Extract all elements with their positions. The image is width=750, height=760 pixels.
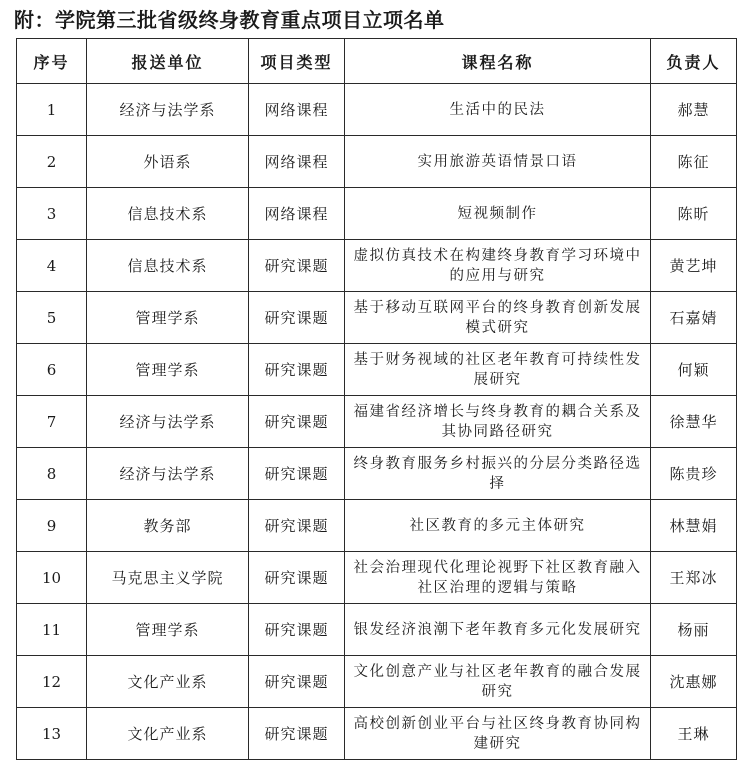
cell-submitting-unit: 信息技术系 xyxy=(87,240,249,292)
table-row xyxy=(17,240,737,292)
cell-serial-number: 1 xyxy=(17,84,87,136)
table-row xyxy=(17,188,737,240)
table-header xyxy=(17,39,737,84)
cell-person-in-charge: 王郑冰 xyxy=(651,552,737,604)
document-title: 附：学院第三批省级终身教育重点项目立项名单 xyxy=(14,8,445,32)
cell-submitting-unit: 经济与法学系 xyxy=(87,396,249,448)
cell-person-in-charge: 郝慧 xyxy=(651,84,737,136)
cell-project-type: 研究课题 xyxy=(249,396,345,448)
table-row xyxy=(17,708,737,760)
cell-submitting-unit: 外语系 xyxy=(87,136,249,188)
cell-course-name: 福建省经济增长与终身教育的耦合关系及其协同路径研究 xyxy=(345,396,651,448)
cell-submitting-unit: 教务部 xyxy=(87,500,249,552)
cell-serial-number: 2 xyxy=(17,136,87,188)
cell-person-in-charge: 杨丽 xyxy=(651,604,737,656)
cell-course-name: 基于财务视域的社区老年教育可持续性发展研究 xyxy=(345,344,651,396)
cell-course-name: 社会治理现代化理论视野下社区教育融入社区治理的逻辑与策略 xyxy=(345,552,651,604)
cell-submitting-unit: 管理学系 xyxy=(87,344,249,396)
cell-course-name: 虚拟仿真技术在构建终身教育学习环境中的应用与研究 xyxy=(345,240,651,292)
cell-person-in-charge: 何颖 xyxy=(651,344,737,396)
cell-course-name: 银发经济浪潮下老年教育多元化发展研究 xyxy=(345,604,651,656)
cell-project-type: 网络课程 xyxy=(249,188,345,240)
cell-course-name: 文化创意产业与社区老年教育的融合发展研究 xyxy=(345,656,651,708)
cell-serial-number: 11 xyxy=(17,604,87,656)
cell-serial-number: 3 xyxy=(17,188,87,240)
cell-serial-number: 10 xyxy=(17,552,87,604)
cell-submitting-unit: 管理学系 xyxy=(87,604,249,656)
cell-submitting-unit: 文化产业系 xyxy=(87,656,249,708)
cell-submitting-unit: 经济与法学系 xyxy=(87,448,249,500)
project-list-table xyxy=(16,38,737,760)
cell-submitting-unit: 管理学系 xyxy=(87,292,249,344)
cell-project-type: 研究课题 xyxy=(249,240,345,292)
cell-person-in-charge: 石嘉婧 xyxy=(651,292,737,344)
table-row xyxy=(17,292,737,344)
table-row xyxy=(17,656,737,708)
cell-person-in-charge: 沈惠娜 xyxy=(651,656,737,708)
cell-project-type: 研究课题 xyxy=(249,552,345,604)
cell-serial-number: 7 xyxy=(17,396,87,448)
header-person-in-charge: 负责人 xyxy=(651,39,737,84)
cell-person-in-charge: 黄艺坤 xyxy=(651,240,737,292)
cell-serial-number: 9 xyxy=(17,500,87,552)
table-row xyxy=(17,500,737,552)
cell-project-type: 研究课题 xyxy=(249,292,345,344)
cell-course-name: 生活中的民法 xyxy=(345,84,651,136)
cell-project-type: 研究课题 xyxy=(249,708,345,760)
header-submitting-unit: 报送单位 xyxy=(87,39,249,84)
table-row xyxy=(17,396,737,448)
table-body xyxy=(17,84,737,760)
header-course-name: 课程名称 xyxy=(345,39,651,84)
cell-submitting-unit: 经济与法学系 xyxy=(87,84,249,136)
table-row xyxy=(17,552,737,604)
header-project-type: 项目类型 xyxy=(249,39,345,84)
cell-person-in-charge: 陈昕 xyxy=(651,188,737,240)
cell-project-type: 研究课题 xyxy=(249,604,345,656)
cell-serial-number: 8 xyxy=(17,448,87,500)
header-row xyxy=(17,39,737,84)
cell-submitting-unit: 文化产业系 xyxy=(87,708,249,760)
cell-project-type: 研究课题 xyxy=(249,344,345,396)
cell-serial-number: 4 xyxy=(17,240,87,292)
table-row xyxy=(17,136,737,188)
cell-course-name: 实用旅游英语情景口语 xyxy=(345,136,651,188)
cell-project-type: 网络课程 xyxy=(249,136,345,188)
table-row xyxy=(17,604,737,656)
cell-serial-number: 6 xyxy=(17,344,87,396)
cell-course-name: 社区教育的多元主体研究 xyxy=(345,500,651,552)
cell-serial-number: 5 xyxy=(17,292,87,344)
table-row xyxy=(17,84,737,136)
cell-project-type: 研究课题 xyxy=(249,448,345,500)
cell-person-in-charge: 王琳 xyxy=(651,708,737,760)
cell-course-name: 基于移动互联网平台的终身教育创新发展模式研究 xyxy=(345,292,651,344)
cell-submitting-unit: 马克思主义学院 xyxy=(87,552,249,604)
table-row xyxy=(17,344,737,396)
cell-person-in-charge: 陈贵珍 xyxy=(651,448,737,500)
cell-project-type: 研究课题 xyxy=(249,656,345,708)
cell-course-name: 终身教育服务乡村振兴的分层分类路径选择 xyxy=(345,448,651,500)
cell-course-name: 短视频制作 xyxy=(345,188,651,240)
cell-serial-number: 12 xyxy=(17,656,87,708)
cell-course-name: 高校创新创业平台与社区终身教育协同构建研究 xyxy=(345,708,651,760)
table-row xyxy=(17,448,737,500)
cell-person-in-charge: 陈征 xyxy=(651,136,737,188)
header-serial-number: 序号 xyxy=(17,39,87,84)
cell-person-in-charge: 林慧娟 xyxy=(651,500,737,552)
cell-project-type: 网络课程 xyxy=(249,84,345,136)
cell-serial-number: 13 xyxy=(17,708,87,760)
cell-submitting-unit: 信息技术系 xyxy=(87,188,249,240)
cell-person-in-charge: 徐慧华 xyxy=(651,396,737,448)
cell-project-type: 研究课题 xyxy=(249,500,345,552)
